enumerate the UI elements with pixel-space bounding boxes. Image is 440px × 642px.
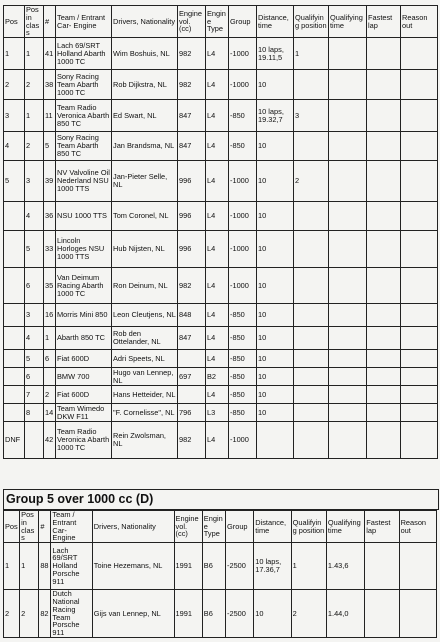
table-cell: 1 (20, 543, 39, 590)
table-cell (367, 350, 401, 368)
table-cell: 41 (44, 38, 56, 70)
section-title: Group 5 over 1000 cc (D) (3, 489, 439, 510)
table-cell: Rob den Ottelander, NL (112, 327, 178, 350)
table-cell: Team Radio Veronica Abarth 1000 TC (56, 422, 112, 459)
table-cell: 10 (257, 404, 294, 422)
table-cell: 82 (39, 590, 51, 638)
table-cell (329, 132, 367, 161)
table-cell: 2 (4, 590, 20, 638)
table-cell: -850 (229, 304, 257, 327)
table-cell: 36 (44, 202, 56, 231)
table-cell: 982 (178, 422, 206, 459)
table-cell: -2500 (226, 543, 254, 590)
table-cell (329, 161, 367, 202)
table-cell (367, 202, 401, 231)
table-cell: Jan-Pieter Selle, NL (112, 161, 178, 202)
table-cell: Jan Brandsma, NL (112, 132, 178, 161)
table-cell (365, 590, 399, 638)
table-cell (401, 202, 438, 231)
table-cell: BMW 700 (56, 368, 112, 386)
table-row (4, 38, 438, 70)
table-cell: 1 (4, 543, 20, 590)
table-cell: -1000 (229, 38, 257, 70)
table-cell: 38 (44, 70, 56, 100)
table-cell: 10 (257, 132, 294, 161)
table-cell: 4 (25, 202, 44, 231)
table-cell: 1991 (174, 590, 202, 638)
table-cell: 2 (25, 70, 44, 100)
table-row (4, 161, 438, 202)
column-header: Fastest lap (367, 6, 401, 38)
table-cell (401, 404, 438, 422)
table-cell (329, 38, 367, 70)
table-cell: 6 (25, 368, 44, 386)
table-cell (25, 422, 44, 459)
table-cell: 7 (25, 386, 44, 404)
table-cell: Morris Mini 850 (56, 304, 112, 327)
table-row (4, 231, 438, 268)
column-header: Team / Entrant Car- Engine (56, 6, 112, 38)
table-cell: 2 (4, 70, 25, 100)
table-cell (178, 386, 206, 404)
column-header: Pos (4, 511, 20, 543)
table-cell (367, 368, 401, 386)
table-cell: Sony Racing Team Abarth 1000 TC (56, 70, 112, 100)
table-cell (4, 268, 25, 304)
table-cell: -850 (229, 327, 257, 350)
table-cell: 11 (44, 100, 56, 132)
table-cell: -850 (229, 350, 257, 368)
table-cell: 6 (44, 350, 56, 368)
table-cell (178, 350, 206, 368)
table-cell: L4 (206, 231, 229, 268)
column-header: Qualifying position (291, 511, 326, 543)
table-cell: 996 (178, 231, 206, 268)
table-cell (367, 404, 401, 422)
table-cell: 35 (44, 268, 56, 304)
table-cell: "F. Cornelisse", NL (112, 404, 178, 422)
table-row (4, 368, 438, 386)
table-cell (401, 70, 438, 100)
table-cell: L4 (206, 38, 229, 70)
table-cell: 10 (257, 70, 294, 100)
table-cell: 1 (25, 100, 44, 132)
table-cell: Lach 69/SRT Holland Abarth 1000 TC (56, 38, 112, 70)
column-header: Group (229, 6, 257, 38)
table-cell: Hugo van Lennep, NL (112, 368, 178, 386)
table-cell (4, 386, 25, 404)
table-cell: 10 (257, 231, 294, 268)
table-cell: Sony Racing Team Abarth 850 TC (56, 132, 112, 161)
table-cell: Fiat 600D (56, 386, 112, 404)
table-cell: L4 (206, 350, 229, 368)
table-cell: Hub Nijsten, NL (112, 231, 178, 268)
table-cell: L4 (206, 161, 229, 202)
table-cell: Toine Hezemans, NL (92, 543, 174, 590)
group4-results-table (3, 5, 438, 459)
table-cell (399, 590, 436, 638)
table-cell: Team Radio Veronica Abarth 850 TC (56, 100, 112, 132)
table-cell: NV Valvoline Oil Nederland NSU 1000 TTS (56, 161, 112, 202)
table-cell: Rein Zwolsman, NL (112, 422, 178, 459)
table-cell: -1000 (229, 422, 257, 459)
column-header: Drivers, Nationality (92, 511, 174, 543)
table-cell: 1 (25, 38, 44, 70)
column-header: Team / Entrant Car- Engine (51, 511, 92, 543)
table-cell: 10 (254, 590, 291, 638)
table-row (4, 268, 438, 304)
table-cell: Abarth 850 TC (56, 327, 112, 350)
table-cell: Leon Cleutjens, NL (112, 304, 178, 327)
table-cell (367, 231, 401, 268)
table-cell: 1 (44, 327, 56, 350)
table-cell: 10 laps, 19.32,7 (257, 100, 294, 132)
table-cell: 10 (257, 202, 294, 231)
table-cell: 88 (39, 543, 51, 590)
table-cell: -1000 (229, 202, 257, 231)
table-row (4, 543, 437, 590)
table-cell: L4 (206, 386, 229, 404)
table-cell (367, 70, 401, 100)
table-row (4, 350, 438, 368)
table-cell (294, 132, 329, 161)
table-row (4, 327, 438, 350)
table-cell (401, 350, 438, 368)
table-cell: 1.43,6 (326, 543, 364, 590)
table-row (4, 590, 437, 638)
table-cell (4, 304, 25, 327)
table-cell: 2 (25, 132, 44, 161)
table-cell: 996 (178, 202, 206, 231)
table-cell: 1 (291, 543, 326, 590)
table-cell (399, 543, 436, 590)
column-header: Engine vol. (cc) (174, 511, 202, 543)
table-cell: 6 (25, 268, 44, 304)
column-header: # (39, 511, 51, 543)
table-cell (401, 100, 438, 132)
table-cell: 10 (257, 368, 294, 386)
table-cell: 3 (4, 100, 25, 132)
table-cell: 996 (178, 161, 206, 202)
column-header: Engine Type (206, 6, 229, 38)
table-cell (329, 368, 367, 386)
table-cell: 2 (44, 386, 56, 404)
table-cell: 10 (257, 304, 294, 327)
table-cell: 847 (178, 327, 206, 350)
table-cell (401, 304, 438, 327)
table-row (4, 132, 438, 161)
column-header: Engine vol. (cc) (178, 6, 206, 38)
table-cell (329, 202, 367, 231)
column-header: Qualifying time (326, 511, 364, 543)
table-row (4, 422, 438, 459)
table-cell: Fiat 600D (56, 350, 112, 368)
table-cell: 5 (25, 350, 44, 368)
table-cell (4, 368, 25, 386)
table-cell: 697 (178, 368, 206, 386)
table-cell: B6 (202, 543, 225, 590)
table-cell: 8 (25, 404, 44, 422)
table-cell (367, 422, 401, 459)
table-cell (367, 100, 401, 132)
column-header: Pos (4, 6, 25, 38)
table-cell: -850 (229, 368, 257, 386)
column-header: Qualifying position (294, 6, 329, 38)
table-cell: L4 (206, 100, 229, 132)
table-cell (367, 268, 401, 304)
table-cell (401, 327, 438, 350)
table-cell: 847 (178, 132, 206, 161)
column-header: Qualifying time (329, 6, 367, 38)
table-cell: L4 (206, 422, 229, 459)
table-cell: 10 (257, 161, 294, 202)
table-cell: Gijs van Lennep, NL (92, 590, 174, 638)
table-cell: Ed Swart, NL (112, 100, 178, 132)
table-cell: Wim Boshuis, NL (112, 38, 178, 70)
table-cell: 39 (44, 161, 56, 202)
table-cell: Team Wimedo DKW F11 (56, 404, 112, 422)
table-cell (294, 404, 329, 422)
table-cell: 796 (178, 404, 206, 422)
table-cell (401, 368, 438, 386)
table-cell: -1000 (229, 231, 257, 268)
table-cell (401, 132, 438, 161)
table-cell: 982 (178, 38, 206, 70)
table-cell: 10 (257, 327, 294, 350)
table-cell: L4 (206, 70, 229, 100)
table-cell (294, 327, 329, 350)
table-cell (329, 100, 367, 132)
table-cell: 33 (44, 231, 56, 268)
table-cell (367, 161, 401, 202)
table-cell: L4 (206, 327, 229, 350)
table-cell (367, 38, 401, 70)
table-cell: L4 (206, 202, 229, 231)
table-row (4, 70, 438, 100)
table-cell (44, 368, 56, 386)
table-cell: 10 laps, 19.11,5 (257, 38, 294, 70)
column-header: Reason out (401, 6, 438, 38)
table-cell (294, 268, 329, 304)
table-cell: 982 (178, 268, 206, 304)
table-cell (294, 304, 329, 327)
table-cell: 1 (4, 38, 25, 70)
table-cell: 2 (294, 161, 329, 202)
column-header: Fastest lap (365, 511, 399, 543)
table-cell (329, 327, 367, 350)
table-cell (4, 202, 25, 231)
table-cell: 1 (294, 38, 329, 70)
table-cell: 4 (4, 132, 25, 161)
table-cell (401, 268, 438, 304)
table-cell: DNF (4, 422, 25, 459)
table-cell: Lach 69/SRT Holland Porsche 911 (51, 543, 92, 590)
table-cell: B6 (202, 590, 225, 638)
table-cell: 5 (4, 161, 25, 202)
table-cell: 1.44,0 (326, 590, 364, 638)
table-cell (367, 327, 401, 350)
table-cell (4, 350, 25, 368)
column-header: Group (226, 511, 254, 543)
table-cell: L4 (206, 132, 229, 161)
table-cell: L4 (206, 304, 229, 327)
table-cell: 848 (178, 304, 206, 327)
table-cell (329, 386, 367, 404)
table-cell: 10 (257, 350, 294, 368)
table-header-row (4, 511, 437, 543)
column-header: Engine Type (202, 511, 225, 543)
table-cell: -850 (229, 386, 257, 404)
table-cell: B2 (206, 368, 229, 386)
table-cell: Rob Dijkstra, NL (112, 70, 178, 100)
table-cell (401, 231, 438, 268)
table-cell: 3 (25, 304, 44, 327)
table-cell: 10 (257, 386, 294, 404)
table-cell (401, 422, 438, 459)
table-cell: 3 (294, 100, 329, 132)
table-cell: NSU 1000 TTS (56, 202, 112, 231)
table-cell: 1991 (174, 543, 202, 590)
column-header: Distance, time (254, 511, 291, 543)
table-row (4, 404, 438, 422)
table-cell (329, 70, 367, 100)
table-cell (367, 304, 401, 327)
table-cell (294, 70, 329, 100)
column-header: Distance, time (257, 6, 294, 38)
table-cell (257, 422, 294, 459)
table-cell: -1000 (229, 268, 257, 304)
table-cell: 42 (44, 422, 56, 459)
table-cell: -850 (229, 404, 257, 422)
table-cell: -2500 (226, 590, 254, 638)
table-cell (294, 386, 329, 404)
table-cell (365, 543, 399, 590)
table-cell (367, 386, 401, 404)
table-cell: 2 (20, 590, 39, 638)
table-cell: 847 (178, 100, 206, 132)
table-cell (294, 231, 329, 268)
table-cell: 5 (44, 132, 56, 161)
table-cell: 2 (291, 590, 326, 638)
table-cell (4, 231, 25, 268)
column-header: # (44, 6, 56, 38)
table-cell: Dutch National Racing Team Porsche 911 (51, 590, 92, 638)
column-header: Reason out (399, 511, 436, 543)
table-cell: 3 (25, 161, 44, 202)
table-cell: Tom Coronel, NL (112, 202, 178, 231)
table-cell: 14 (44, 404, 56, 422)
table-header-row (4, 6, 438, 38)
table-cell (329, 404, 367, 422)
table-cell (401, 161, 438, 202)
column-header: Pos in class (25, 6, 44, 38)
table-cell: 10 laps, 17.36,7 (254, 543, 291, 590)
column-header: Pos in class (20, 511, 39, 543)
table-cell (329, 422, 367, 459)
table-cell: 10 (257, 268, 294, 304)
table-cell: L4 (206, 268, 229, 304)
table-cell (329, 231, 367, 268)
table-cell (401, 38, 438, 70)
table-cell: Hans Hetteider, NL (112, 386, 178, 404)
table-cell: 5 (25, 231, 44, 268)
table-cell (294, 350, 329, 368)
table-cell (401, 386, 438, 404)
table-cell (367, 132, 401, 161)
table-row (4, 202, 438, 231)
table-cell (329, 304, 367, 327)
group5-results-table (3, 510, 437, 638)
table-cell: 4 (25, 327, 44, 350)
table-cell: Adri Speets, NL (112, 350, 178, 368)
table-cell: -850 (229, 100, 257, 132)
column-header: Drivers, Nationality (112, 6, 178, 38)
table-cell: 982 (178, 70, 206, 100)
table-cell: -1000 (229, 70, 257, 100)
table-cell: Van Deimum Racing Abarth 1000 TC (56, 268, 112, 304)
table-cell (329, 350, 367, 368)
table-row (4, 100, 438, 132)
table-cell (329, 268, 367, 304)
table-cell (294, 202, 329, 231)
table-cell (4, 404, 25, 422)
table-cell: -850 (229, 132, 257, 161)
table-cell (294, 368, 329, 386)
table-row (4, 386, 438, 404)
table-cell (294, 422, 329, 459)
table-cell: -1000 (229, 161, 257, 202)
table-cell (4, 327, 25, 350)
table-row (4, 304, 438, 327)
table-cell: 16 (44, 304, 56, 327)
table-cell: L3 (206, 404, 229, 422)
table-cell: Ron Deinum, NL (112, 268, 178, 304)
table-cell: Lincoln Horloges NSU 1000 TTS (56, 231, 112, 268)
